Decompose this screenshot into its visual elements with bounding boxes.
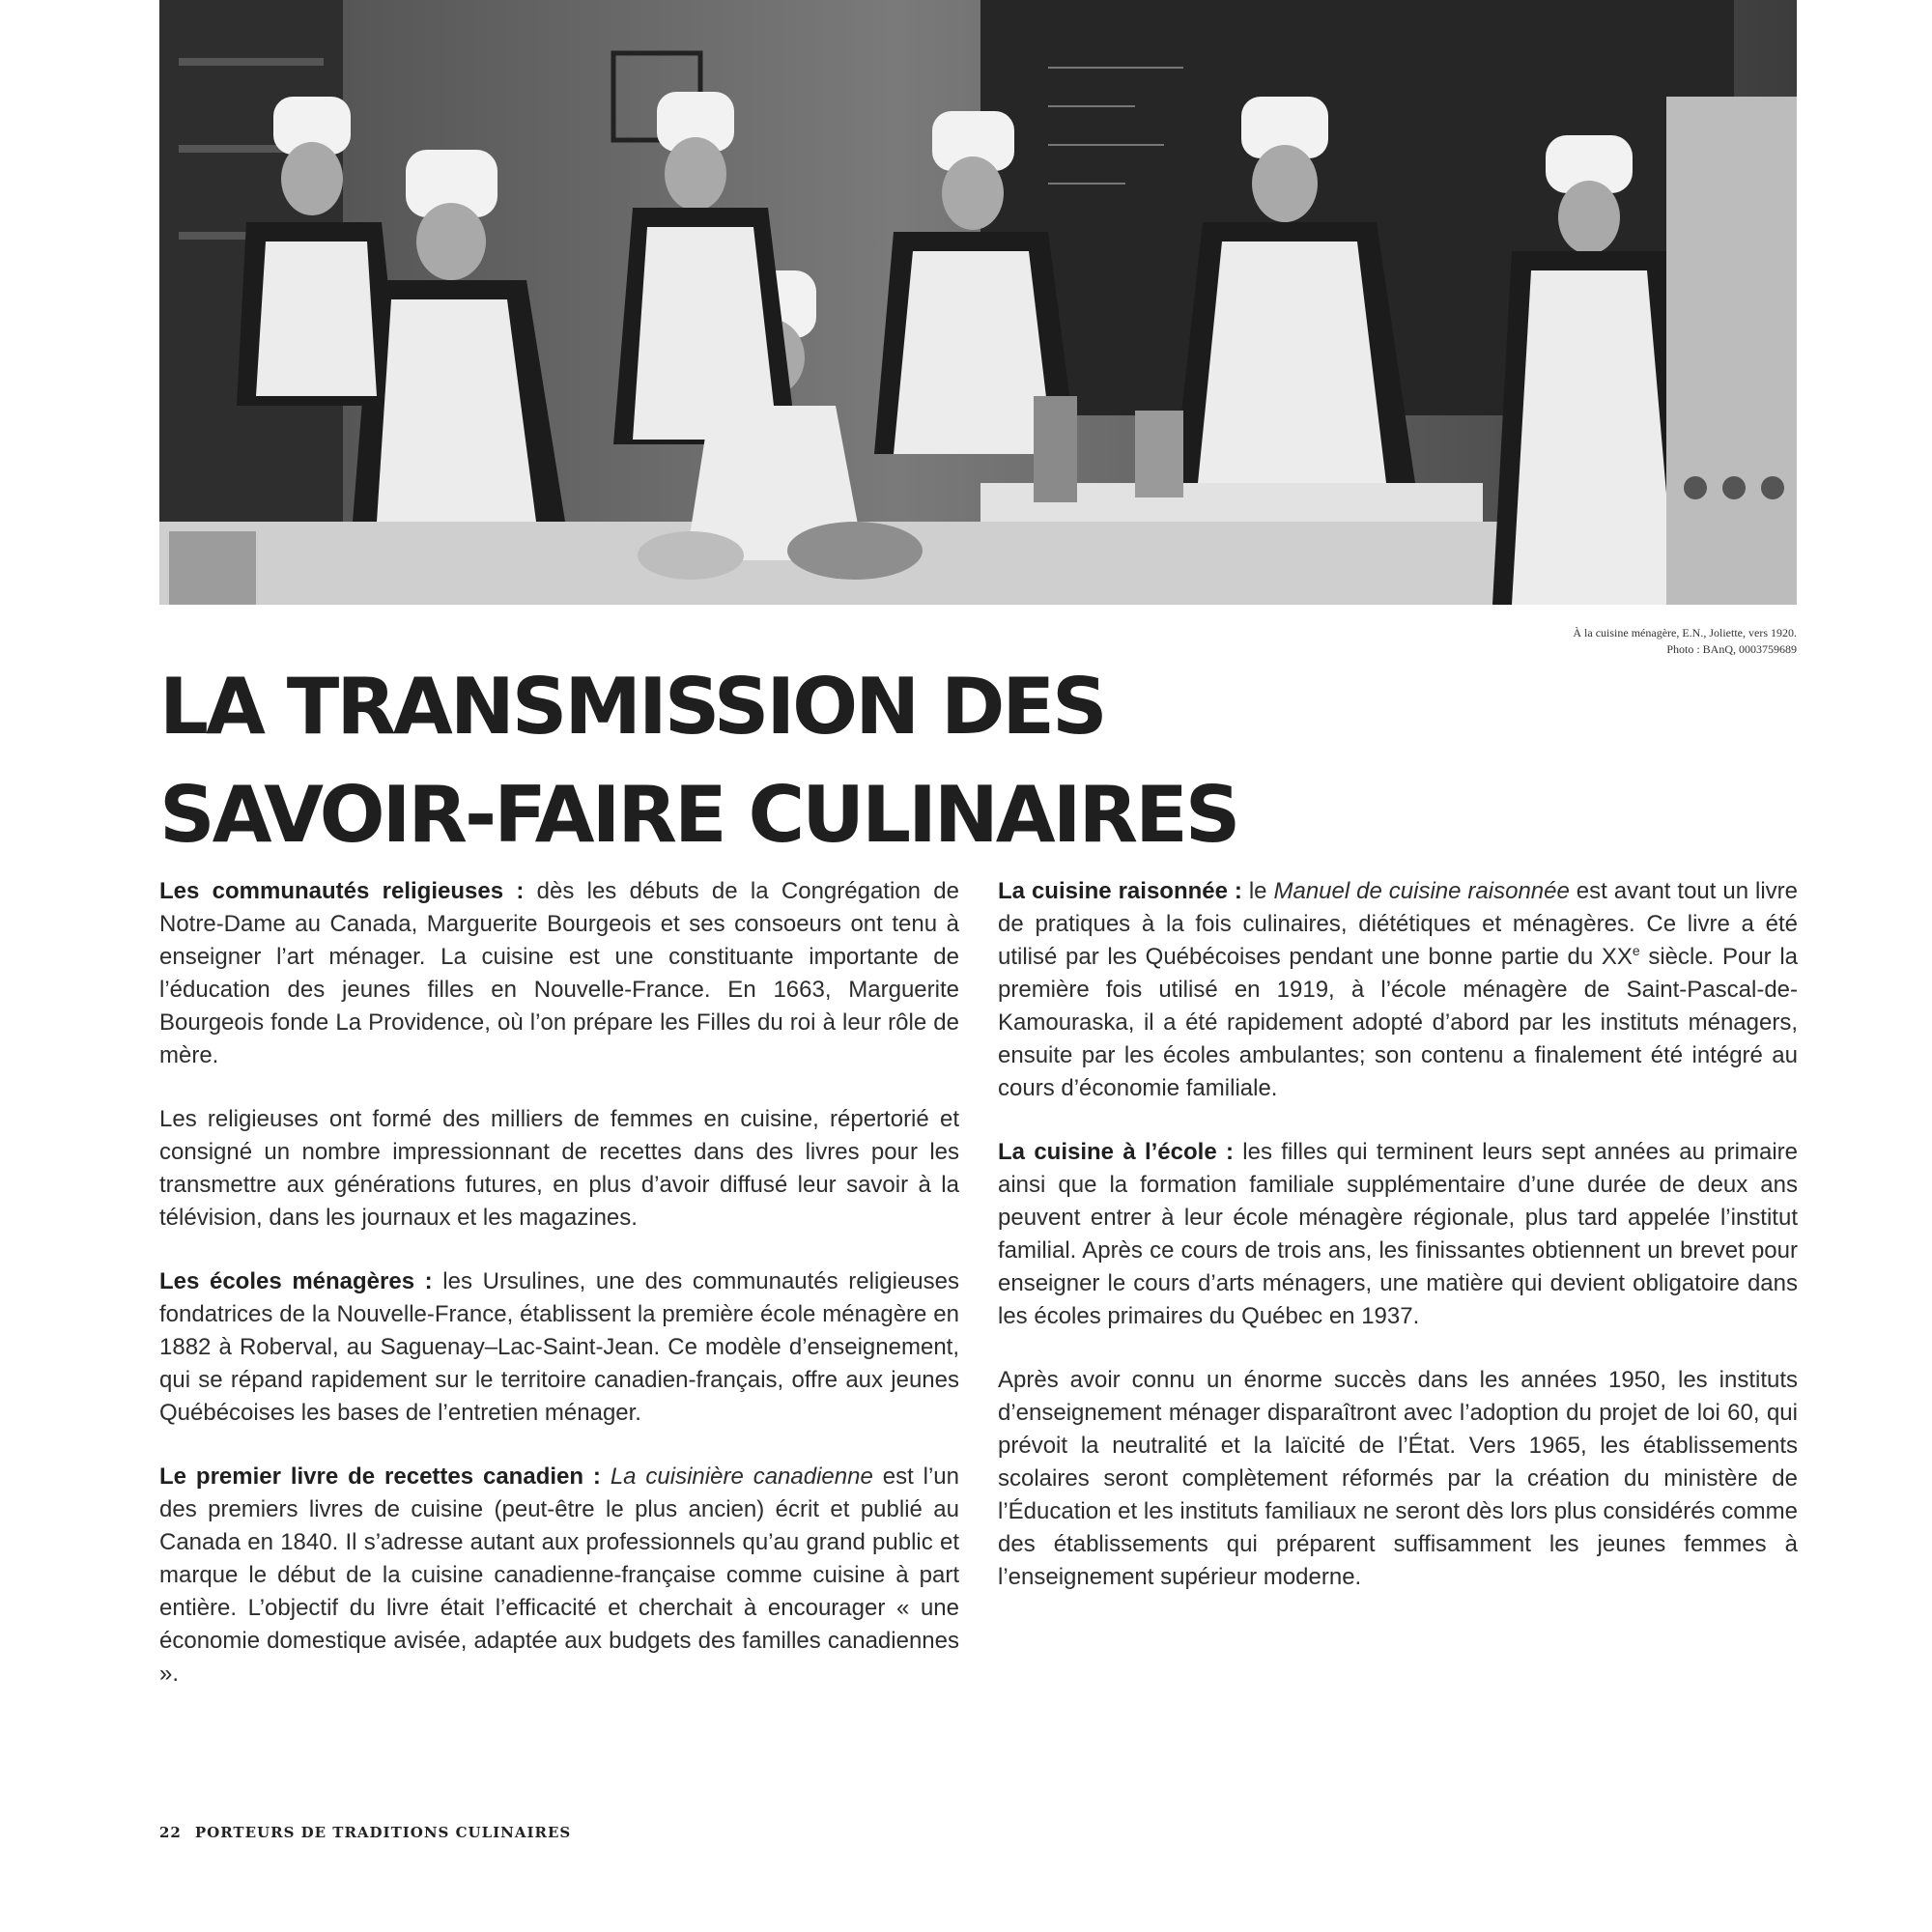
paragraph-apres-succes: [998, 1364, 1798, 1594]
paragraph-cuisine-ecole: [998, 1136, 1798, 1333]
caption-line-2: Photo : BAnQ, 0003759689: [1666, 642, 1797, 656]
historical-photo: [159, 0, 1797, 605]
page-number: 22: [159, 1824, 182, 1841]
paragraph-ecoles-menageres: [159, 1265, 959, 1430]
heading-cuisine-ecole: La cuisine à l’école :: [998, 1139, 1234, 1165]
text-cuisine-ecole: les filles qui terminent leurs sept années au primaire ainsi que la formation familiale supplémentaire d’une durée de deux ans peuvent entrer à leur école ménagère régionale, plus tard appelée l’institut familial. Après ce cours de trois ans, les finissantes obtiennent un brevet pour enseigner le cours d’arts ménagers, une matière qui devient obligatoire dans les écoles primaires du Québec en 1937.: [998, 1139, 1798, 1329]
publication-name: PORTEURS DE TRADITIONS CULINAIRES: [194, 1824, 572, 1841]
paragraph-communautes: [159, 875, 959, 1072]
left-column: [159, 875, 959, 1721]
paragraph-religieuses: [159, 1103, 959, 1235]
paragraph-cuisine-raisonnee: [998, 875, 1798, 1105]
caption-line-1: À la cuisine ménagère, E.N., Joliette, vers 1920.: [1573, 626, 1797, 639]
title-line-2: SAVOIR-FAIRE CULINAIRES: [159, 770, 1238, 860]
text-cuisine-raisonnee-c: siècle. Pour la première fois utilisé en 1919, à l’école ménagère de Saint-Pascal-de-Kamouraska, il a été rapidement adopté d’abord par les instituts ménagers, ensuite par les écoles ambulantes; son contenu a finalement été intégré au cours d’économie familiale.: [998, 944, 1799, 1101]
title-cuisiniere-canadienne: La cuisinière canadienne: [610, 1463, 873, 1490]
text-premier-livre: est l’un des premiers livres de cuisine (peut-être le plus ancien) écrit et publié au Canada en 1840. Il s’adresse autant aux professionnels qu’au grand public et marque le début de la cuisine canadienne-française comme cuisine à part entière. L’objectif du livre était l’efficacité et cherchait à encourager « une économie domestique avisée, adaptée aux budgets des familles canadiennes ».: [159, 1463, 960, 1687]
heading-cuisine-raisonnee: La cuisine raisonnée :: [998, 878, 1242, 904]
page-footer: [159, 1824, 571, 1841]
text-religieuses: Les religieuses ont formé des milliers de femmes en cuisine, répertorié et consigné un nombre impressionnant de recettes dans des livres pour les transmettre aux générations futures, en plus d’avoir diffusé leur savoir à la télévision, dans les journaux et les magazines.: [159, 1106, 959, 1231]
title-line-1: LA TRANSMISSION DES: [159, 662, 1105, 752]
article-title: [159, 653, 1512, 869]
photo-illustration: [159, 0, 1797, 605]
heading-ecoles-menageres: Les écoles ménagères :: [159, 1268, 433, 1294]
text-cuisine-raisonnee-b: est avant tout un livre de pratiques à la fois culinaires, diététiques et ménagères. Ce livre a été utilisé par les Québécoises pendant une bonne partie du XX: [998, 878, 1799, 970]
text-cuisine-raisonnee-a: le: [1241, 878, 1274, 904]
text-ecoles-menageres: les Ursulines, une des communautés religieuses fondatrices de la Nouvelle-France, établissent la première école ménagère en 1882 à Roberval, au Saguenay–Lac-Saint-Jean. Ce modèle d’enseignement, qui se répand rapidement sur le territoire canadien-français, offre aux jeunes Québécoises les bases de l’entretien ménager.: [159, 1268, 960, 1426]
text-communautes: dès les débuts de la Congrégation de Notre-Dame au Canada, Marguerite Bourgeois et ses consoeurs ont tenu à enseigner l’art ménager. La cuisine est une constituante importante de l’éducation des jeunes filles en Nouvelle-France. En 1663, Marguerite Bourgeois fonde La Providence, où l’on prépare les Filles du roi à leur rôle de mère.: [159, 878, 959, 1068]
title-manuel-cuisine: Manuel de cuisine raisonnée: [1273, 878, 1570, 904]
text-apres-succes: Après avoir connu un énorme succès dans les années 1950, les instituts d’enseignement ménager disparaîtront avec l’adoption du projet de loi 60, qui prévoit la neutralité et la laïcité de l’État. Vers 1965, les établissements scolaires seront complètement réformés par la création du ministère de l’Éducation et les instituts familiaux ne seront dès lors plus considérés comme des établissements qui préparent suffisamment les jeunes femmes à l’enseignement supérieur moderne.: [998, 1367, 1798, 1590]
century-superscript: e: [1632, 943, 1640, 958]
heading-premier-livre: Le premier livre de recettes canadien :: [159, 1463, 601, 1490]
right-column: [998, 875, 1798, 1625]
paragraph-premier-livre: [159, 1461, 959, 1690]
heading-communautes: Les communautés religieuses :: [159, 878, 525, 904]
